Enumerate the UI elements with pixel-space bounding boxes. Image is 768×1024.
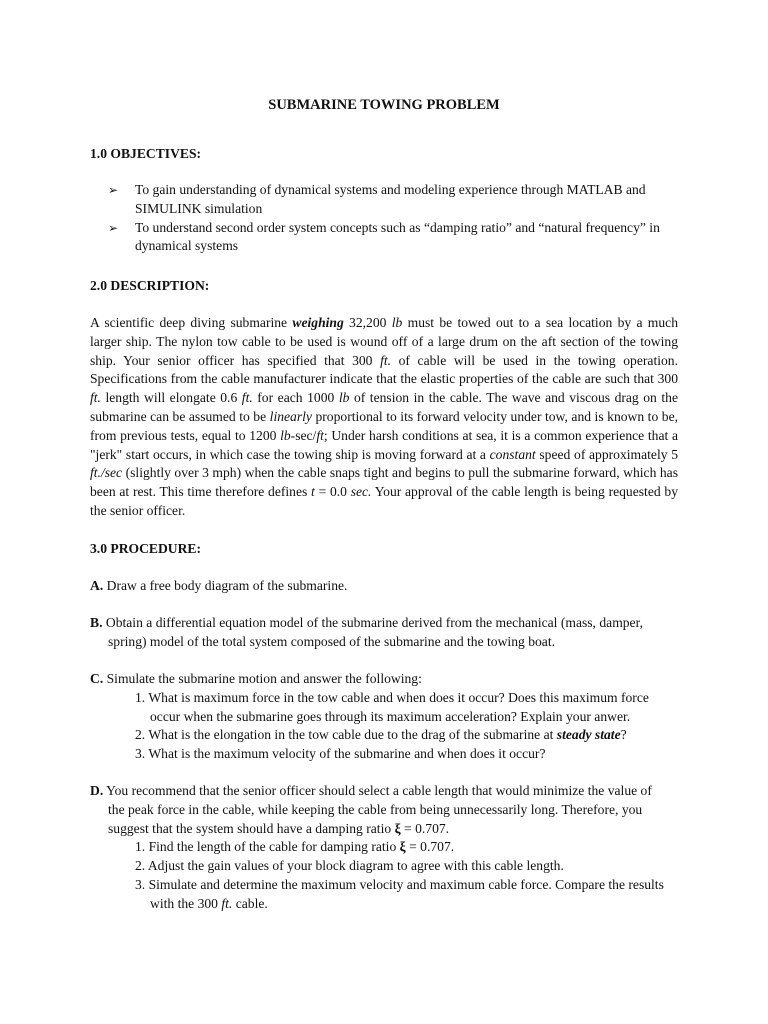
objectives-heading: 1.0 OBJECTIVES: — [90, 146, 202, 161]
question-item: 2. What is the elongation in the tow cable due to the drag of the submarine at steady state? — [135, 727, 627, 743]
question-item: 2. Adjust the gain values of your block diagram to agree with this cable length. — [135, 858, 564, 874]
question-item: 1. Find the length of the cable for damping ratio ξ = 0.707. — [135, 839, 455, 855]
objective-item: ➢ To understand second order system concepts such as “damping ratio” and “natural frequency” in dynamical systems — [108, 219, 660, 254]
objective-item: ➢ To gain understanding of dynamical systems and modeling experience through MATLAB and SIMULINK simulation — [108, 182, 646, 216]
arrow-bullet-icon: ➢ — [108, 183, 119, 197]
question-item: 3. What is the maximum velocity of the submarine and when does it occur? — [135, 746, 546, 762]
description-paragraph: A scientific deep diving submarine weighing 32,200 lb must be towed out to a sea location by a much larger ship. The nylon tow cable to be used is wound off of a large drum on the aft section of the towing ship. Your senior officer has specified that 300 ft. of cable will be used in the towing operation. Specifications from the cable manufacturer indicate that the elastic properties of the cable are such that 300 ft. length will elongate 0.6 ft. for each 1000 lb of tension in the cable. The wave and viscous drag on the submarine can be assumed to be linearly proportional to its forward velocity under tow, and is known to be, from previous tests, equal to 1200 lb-sec/ft; Under harsh conditions at sea, it is a common experience that a "jerk" start occurs, in which case the towing ship is moving forward at a constant speed of approximately 5 ft./sec (slightly over 3 mph) when the cable snaps tight and begins to pull the submarine forward, which has been at rest. This time therefore defines t = 0.0 sec. Your approval of the cable length is being requested by the senior officer. — [90, 315, 679, 518]
procedure-step-d: D. You recommend that the senior officer should select a cable length that would minimize the value of the peak force in the cable, while keeping the cable from being unnecessarily long. Therefore, you suggest that the system should have a damping ratio ξ = 0.707. 1. Find the length of the cable for damping ratio ξ = 0.707. 2. Adjust the gain values of your block diagram to agree with this cable length. 3. Simulate and determine the maximum velocity and maximum cable force. Compare the results with the 300 ft. cable. — [90, 782, 690, 914]
arrow-bullet-icon: ➢ — [108, 220, 119, 235]
procedure-step-a: A. Draw a free body diagram of the submarine. — [90, 578, 348, 593]
procedure-heading: 3.0 PROCEDURE: — [90, 541, 202, 556]
description-heading: 2.0 DESCRIPTION: — [90, 278, 210, 293]
question-item: 1. What is maximum force in the tow cable and when does it occur? Does this maximum force — [135, 689, 649, 705]
page-title: SUBMARINE TOWING PROBLEM — [268, 97, 500, 113]
procedure-step-b: B. Obtain a differential equation model of the submarine derived from the mechanical (mass, damper, spring) model of the total system composed of the submarine and the towing boat. — [90, 615, 643, 649]
question-item: 3. Simulate and determine the maximum velocity and maximum cable force. Compare the results — [135, 876, 664, 892]
objectives-list — [108, 181, 688, 256]
procedure-step-c: C. Simulate the submarine motion and answer the following: 1. What is maximum force in the tow cable and when does it occur? Does this maximum force occur when the submarine goes through its maximum acceleration? Explain your anwer. 2. What is the elongation in the tow cable due to the drag of the submarine at steady state? 3. What is the maximum velocity of the submarine and when does it occur? — [90, 670, 690, 764]
